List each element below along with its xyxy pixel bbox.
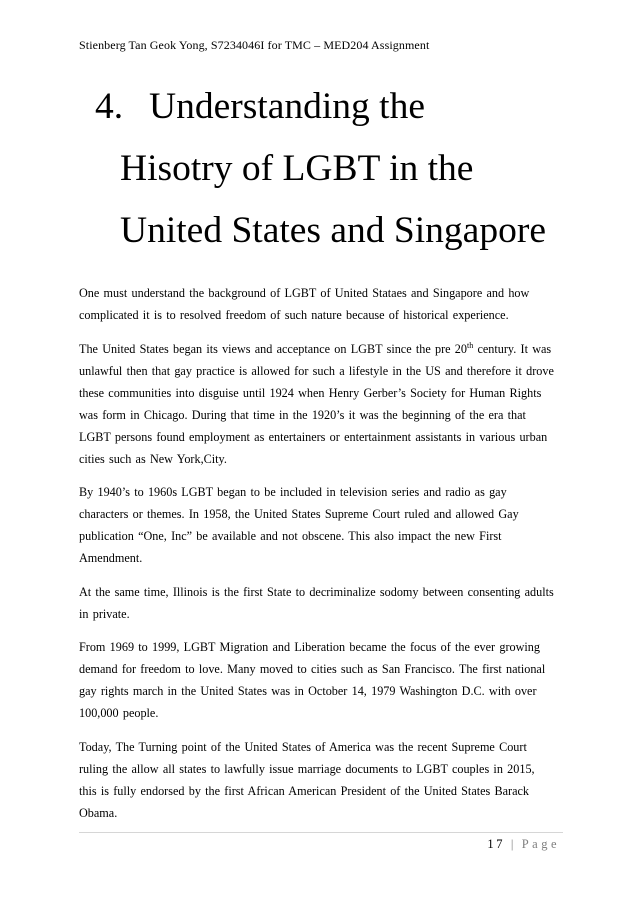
- text-line: complicated it is to resolved freedom of such nature because of historical experience.: [79, 308, 509, 322]
- text-line: ruling the allow all states to lawfully issue marriage documents to LGBT couples in 2015,: [79, 761, 535, 776]
- paragraph-1: [79, 282, 563, 326]
- page-number: 17: [487, 837, 506, 851]
- text-line: in private.: [79, 606, 130, 621]
- body-text: [79, 282, 563, 835]
- paragraph-2: [79, 338, 563, 470]
- paragraph-5: [79, 636, 563, 724]
- section-heading: [95, 76, 546, 262]
- text-line: One must understand the background of LGBT of United Stataes and Singapore and how: [79, 286, 530, 300]
- page-header: Stienberg Tan Geok Yong, S7234046I for TMC – MED204 Assignment: [79, 38, 430, 52]
- text-line: 100,000 people.: [79, 706, 159, 720]
- text-line: these communities into disguise until 1924 when Henry Gerber’s Society for Human Rights: [79, 385, 542, 400]
- text-line: this is fully endorsed by the first African American President of the United States Barack: [79, 783, 530, 798]
- text-line: demand for freedom to love. Many moved to cities such as San Francisco. The first national: [79, 662, 546, 676]
- heading-line-3: United States and Singapore: [120, 210, 546, 251]
- footer-separator: |: [510, 837, 516, 851]
- text-line: publication “One, Inc” be available and not obscene. This also impact the new First: [79, 529, 502, 543]
- text-line: LGBT persons found employment as entertainers or entertainment assistants in various urban: [79, 429, 548, 444]
- text-line: Amendment.: [79, 551, 143, 565]
- text-line: cities such as New York,City.: [79, 451, 227, 466]
- paragraph-6: [79, 736, 563, 824]
- text-line: Today, The Turning point of the United States of America was the recent Supreme Court: [79, 739, 527, 754]
- section-number: 4.: [95, 86, 124, 127]
- text-line: Obama.: [79, 805, 118, 820]
- text-line: From 1969 to 1999, LGBT Migration and Liberation became the focus of the ever growing: [79, 640, 540, 654]
- text-line: gay rights march in the United States was in October 14, 1979 Washington D.C. with over: [79, 684, 537, 698]
- text-line: was form in Chicago. During that time in the 1920’s it was the beginning of the era that: [79, 407, 526, 422]
- superscript: th: [467, 340, 474, 350]
- text-line: characters or themes. In 1958, the United States Supreme Court ruled and allowed Gay: [79, 507, 519, 521]
- text-line: The United States began its views and acceptance on LGBT since the pre 20th century. It was: [79, 340, 552, 356]
- text-line: unlawful then that gay practice is allowed for such a lifestyle in the US and therefore it drove: [79, 363, 554, 378]
- page-footer: [487, 837, 560, 852]
- paragraph-4: [79, 581, 563, 625]
- heading-line-2: Hisotry of LGBT in the: [120, 148, 474, 189]
- text-line: By 1940’s to 1960s LGBT began to be included in television series and radio as gay: [79, 485, 507, 499]
- paragraph-3: [79, 481, 563, 569]
- footer-divider: [79, 832, 563, 833]
- page-label: Page: [521, 837, 560, 851]
- text-line: At the same time, Illinois is the first State to decriminalize sodomy between consenting adults: [79, 584, 554, 599]
- heading-line-1: 4. Understanding the: [95, 76, 546, 138]
